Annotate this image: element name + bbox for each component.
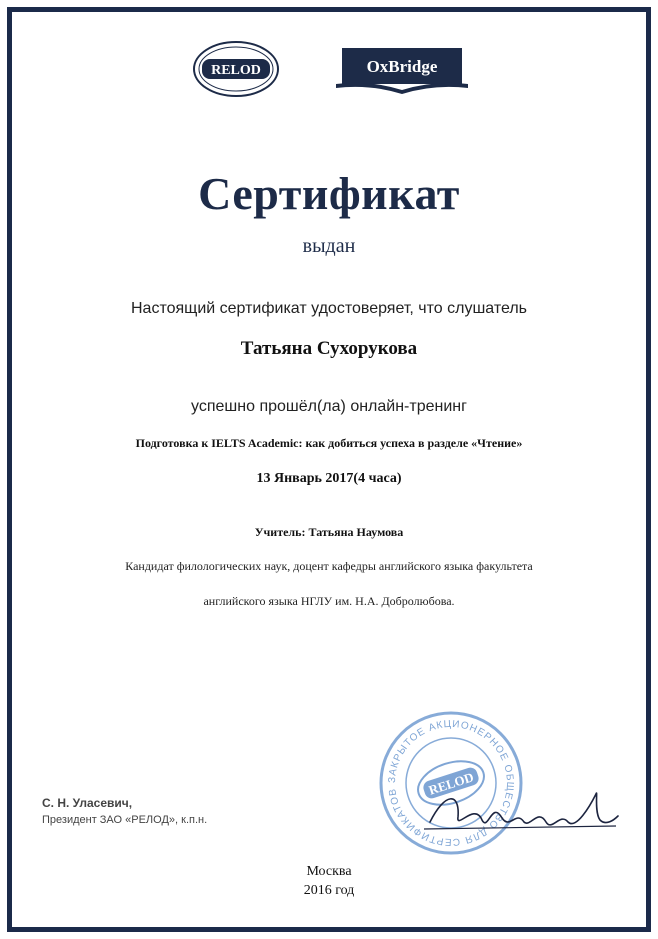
signature <box>420 782 620 837</box>
stamp-ring-text: ЗАКРЫТОЕ АКЦИОНЕРНОЕ ОБЩЕСТВО ДЛЯ СЕРТИФИКАТОВ <box>386 718 516 848</box>
relod-logo-text: RELOD <box>211 63 261 78</box>
issued-text: выдан <box>302 235 356 257</box>
course-date: 13 Январь 2017(4 часа) <box>256 471 402 486</box>
course-title: Подготовка к IELTS Academic: как добиться успеха в разделе «Чтение» <box>135 436 523 450</box>
teacher-credentials-line1: Кандидат филологических наук, доцент кафедры английского языка факультета <box>125 559 533 573</box>
relod-logo <box>192 40 280 98</box>
signer-name: С. Н. Уласевич, <box>42 796 133 810</box>
year: 2016 год <box>303 883 355 898</box>
teacher-credentials-line2: английского языка НГЛУ им. Н.А. Добролюбова. <box>203 594 455 608</box>
oxbridge-logo <box>336 44 468 96</box>
intro-text: Настоящий сертификат удостоверяет, что слушатель <box>130 300 528 317</box>
signer-block <box>42 796 207 826</box>
logo-row <box>0 40 658 100</box>
certificate-title: Сертификат <box>198 168 460 219</box>
recipient-name: Татьяна Сухорукова <box>240 338 418 359</box>
oxbridge-logo-text: OxBridge <box>366 57 438 76</box>
city: Москва <box>306 864 352 879</box>
passed-text: успешно прошёл(ла) онлайн-тренинг <box>191 398 467 415</box>
teacher-name: Учитель: Татьяна Наумова <box>254 525 404 539</box>
stamp-center-text: RELOD <box>426 769 476 798</box>
signer-role: Президент ЗАО «РЕЛОД», к.п.н. <box>42 814 208 826</box>
